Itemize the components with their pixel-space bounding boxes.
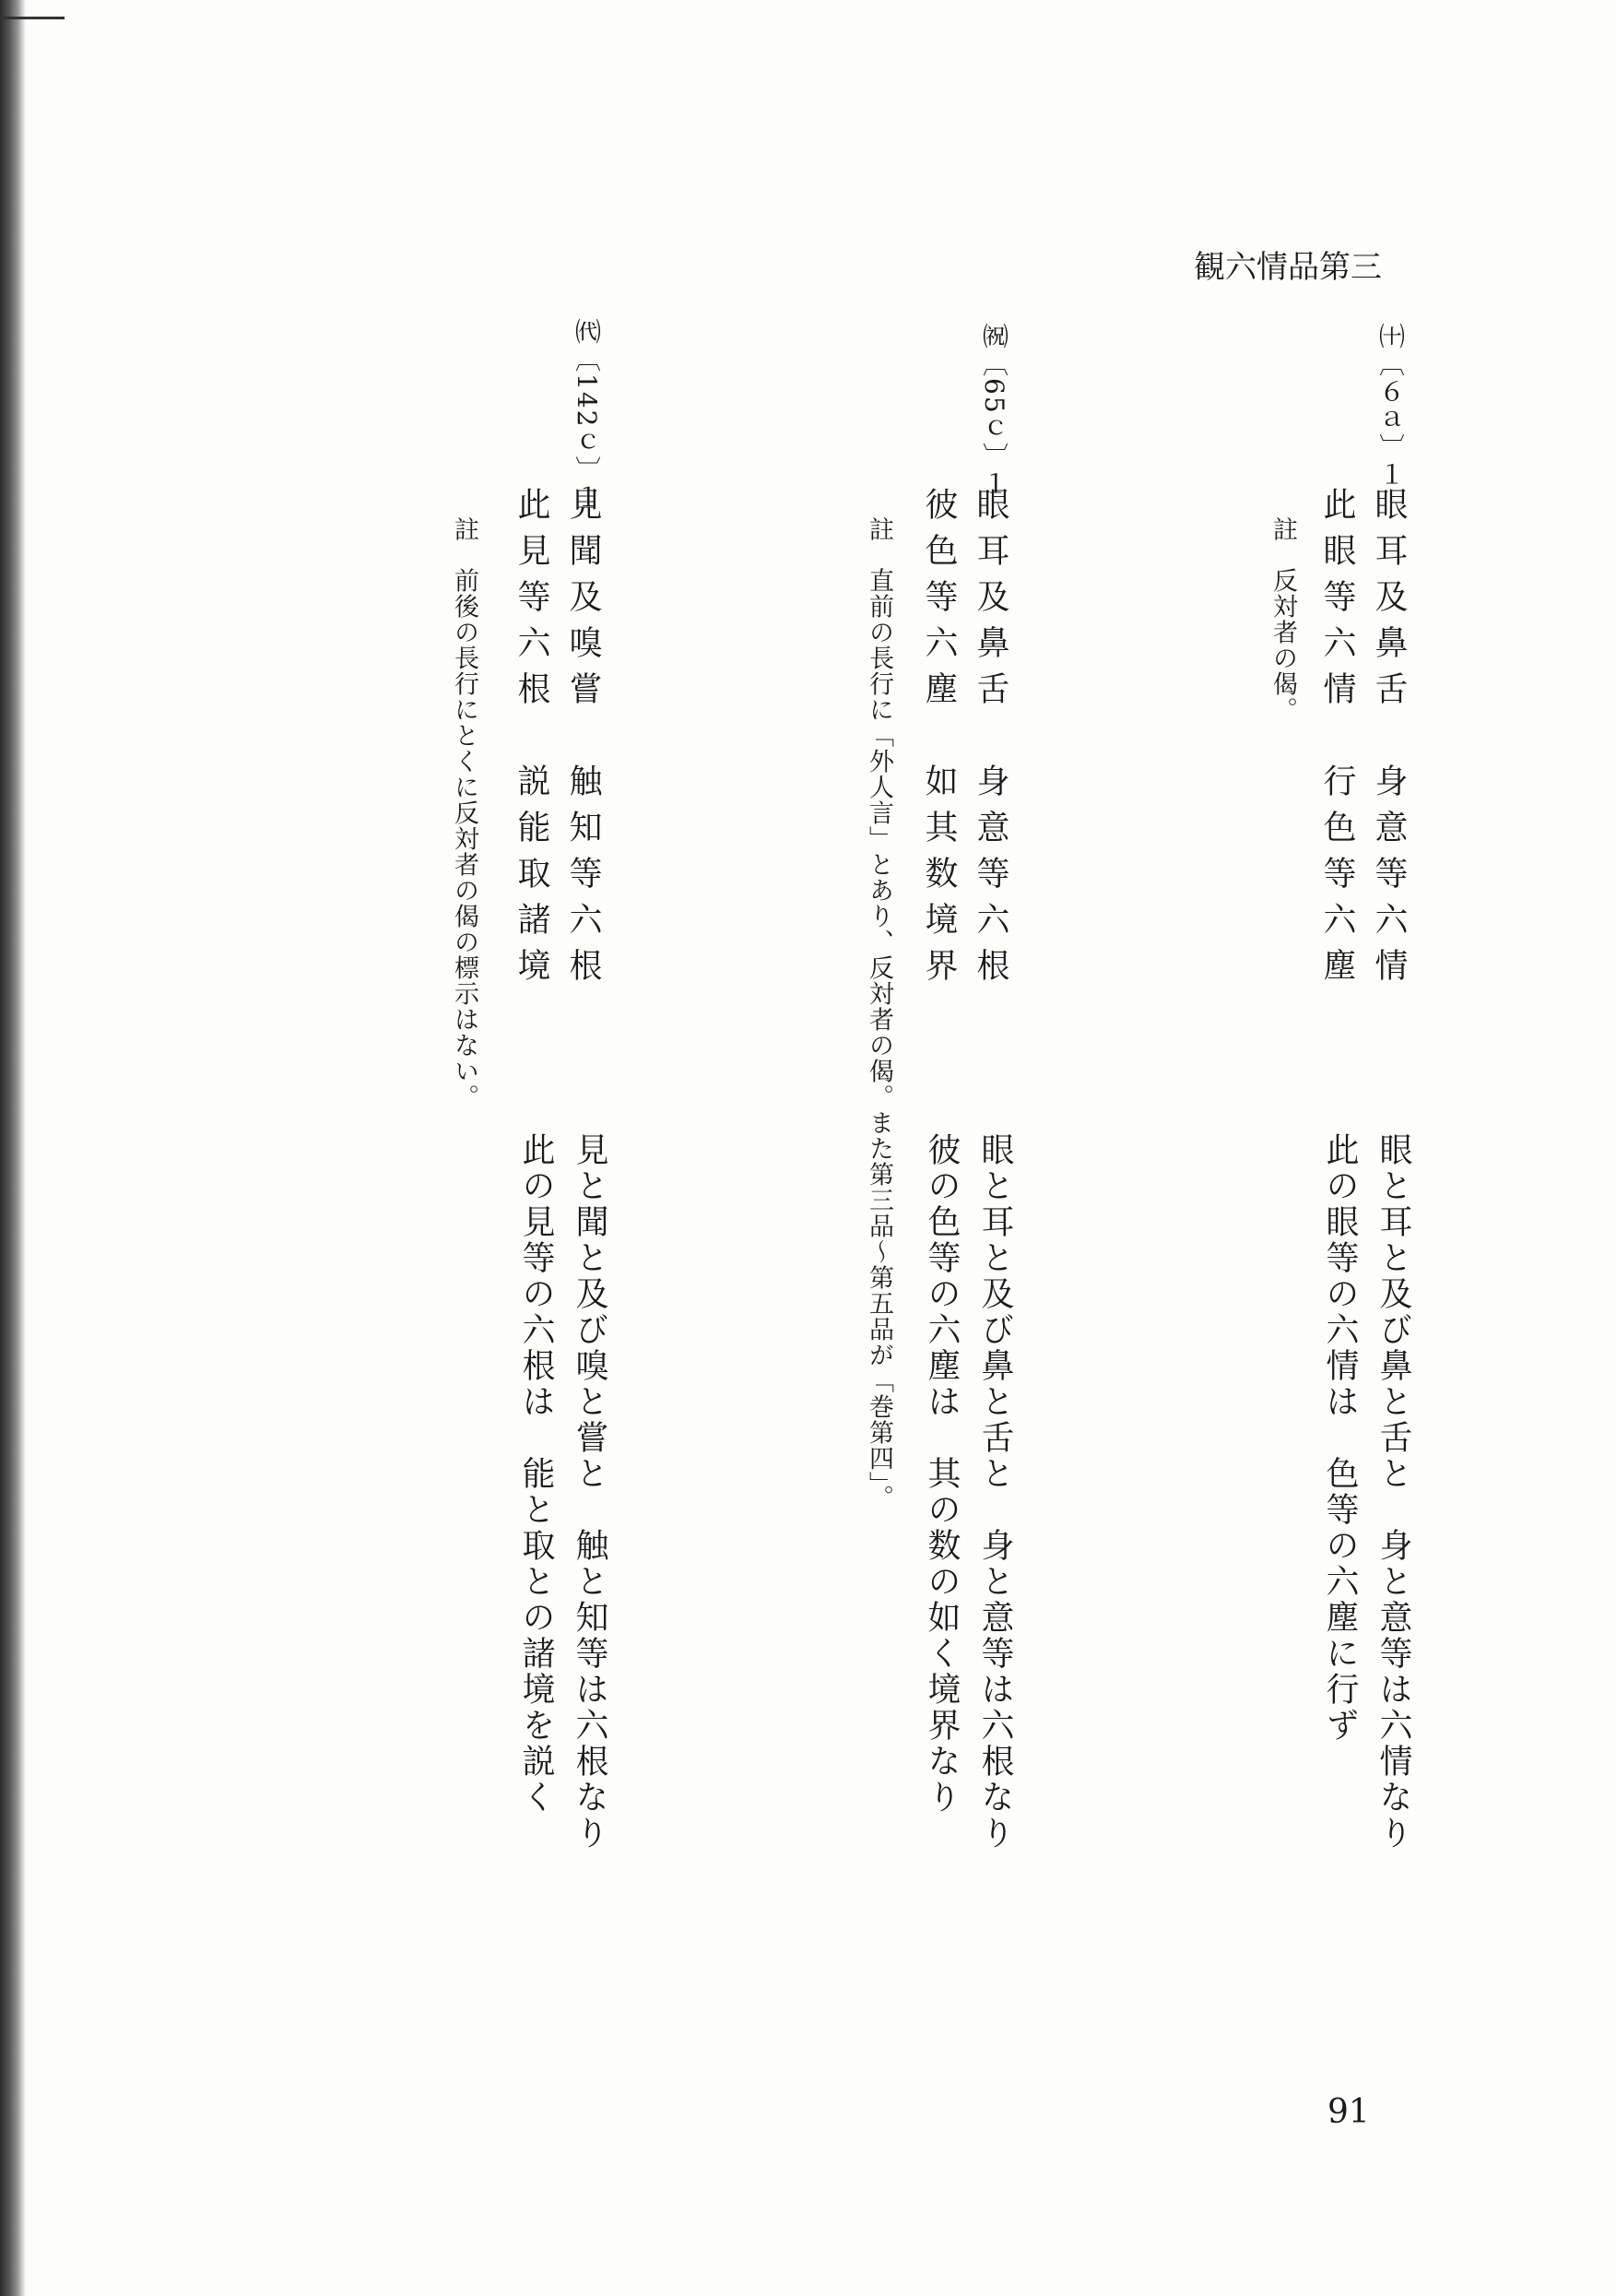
verse-reference: ㈹〔142ｃ〕１ <box>572 318 602 512</box>
reading-line: 見と聞と及び嗅と嘗と 触と知等は六根なり <box>571 1132 608 1852</box>
note-label: 註 <box>1268 516 1297 542</box>
verse-line: 此見等六根 説能取諸境 <box>513 487 550 994</box>
reading-line: 此の見等の六根は 能と取との諸境を説く <box>517 1132 555 1816</box>
page-header: 観六情品第三 <box>1194 249 1382 286</box>
reading-line: 眼と耳と及び鼻と舌と 身と意等は六情なり <box>1374 1132 1412 1852</box>
reading-line: 眼と耳と及び鼻と舌と 身と意等は六根なり <box>976 1132 1014 1852</box>
note-label: 註 <box>450 516 478 542</box>
verse-reference: ㈩〔６ａ〕１ <box>1375 323 1406 489</box>
verse-line: 此眼等六情 行色等六塵 <box>1318 487 1356 994</box>
verse-reference: ㈷〔65ｃ〕１ <box>979 323 1009 498</box>
note-text: 反対者の偈。 <box>1268 567 1297 723</box>
page-edge-mark <box>0 17 65 19</box>
note-text: 直前の長行に「外人言」とあり、反対者の偈。また第三品～第五品が「巻第四」。 <box>865 567 893 1511</box>
verse-note <box>861 516 897 1510</box>
verse-note <box>1265 516 1301 723</box>
page-edge-shadow <box>0 0 26 2296</box>
reading-line: 此の眼等の六情は 色等の六塵に行ず <box>1321 1132 1359 1744</box>
verse-line: 見聞及嗅嘗 触知等六根 <box>564 487 602 994</box>
verse-note <box>446 516 482 1110</box>
note-label: 註 <box>865 516 893 542</box>
note-text: 前後の長行にとくに反対者の偈の標示はない。 <box>450 567 478 1110</box>
page-number: 91 <box>1327 2093 1370 2131</box>
verse-line: 彼色等六塵 如其数境界 <box>920 487 958 994</box>
verse-line: 眼耳及鼻舌 身意等六根 <box>972 487 1009 994</box>
reading-line: 彼の色等の六塵は 其の数の如く境界なり <box>923 1132 961 1816</box>
verse-line: 眼耳及鼻舌 身意等六情 <box>1370 487 1408 994</box>
